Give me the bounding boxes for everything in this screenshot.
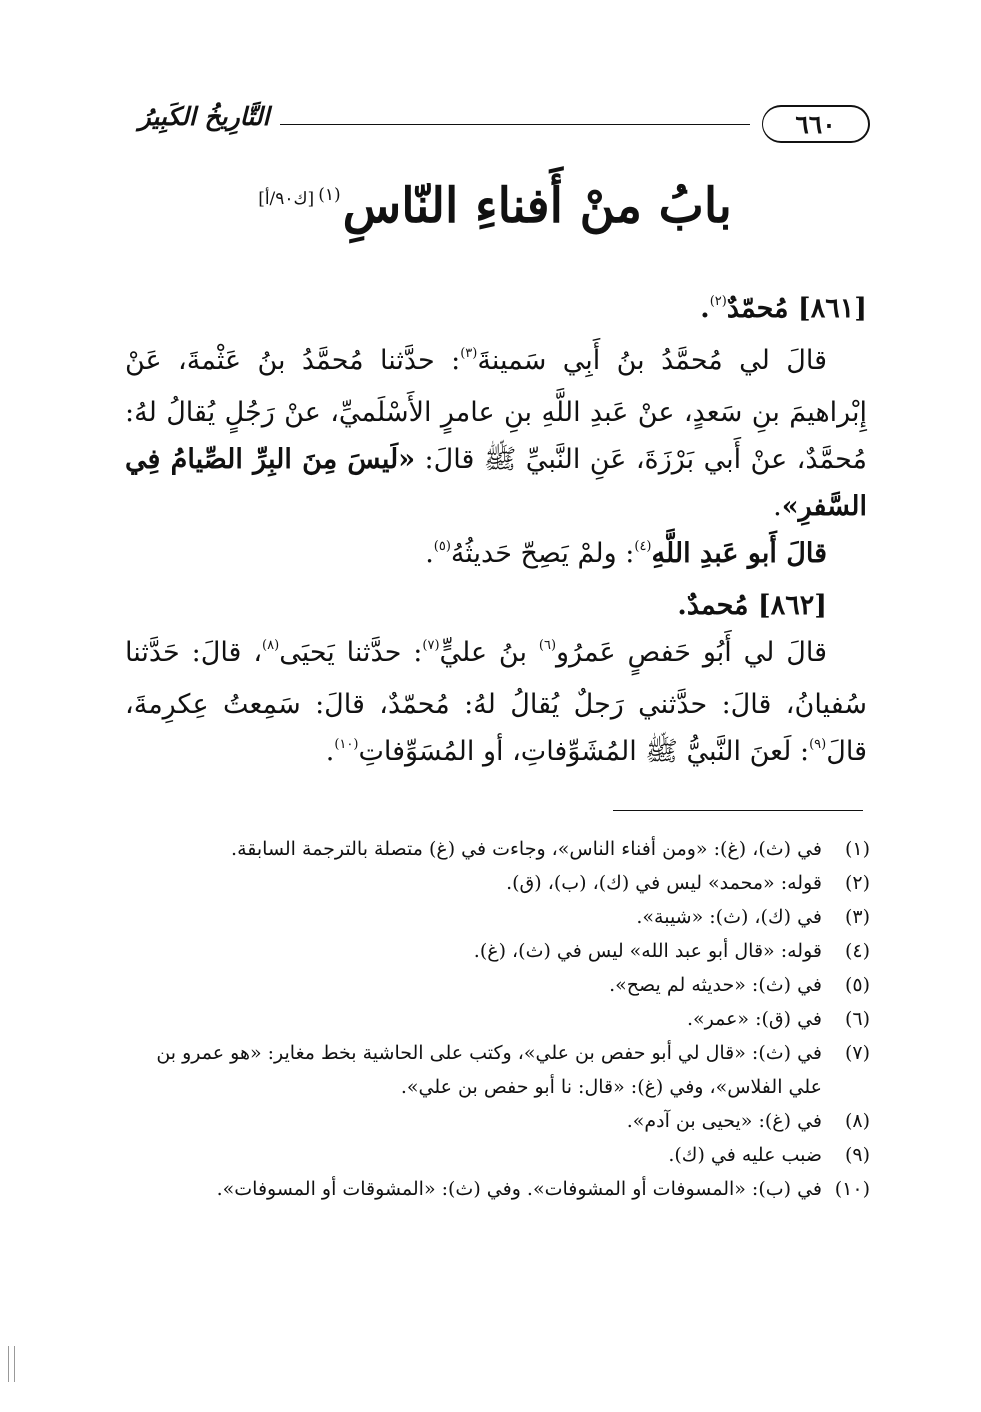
entry-number: [٨٦١] xyxy=(797,293,867,324)
footnote-text: في (ب): «المسوفات أو المشوفات». وفي (ث): «المشوقات أو المسوفات». xyxy=(216,1178,822,1200)
footnote xyxy=(125,1002,870,1036)
entry-text: قالَ لي أَبُو حَفصٍ عَمرُو xyxy=(556,637,828,668)
footnote-ref[interactable]: (١٠) xyxy=(334,737,359,752)
footnote-text: في (ث): «حديثه لم يصح». xyxy=(609,974,822,996)
footnote-number: (٢) xyxy=(844,872,870,894)
chapter-heading xyxy=(150,178,840,258)
footnote xyxy=(125,1104,870,1138)
footnote xyxy=(125,866,870,900)
footnote-text: في (ق): «عمر». xyxy=(686,1008,822,1030)
footnote xyxy=(125,1138,870,1172)
entry-name: مُحمدٌ xyxy=(686,590,749,621)
footnote-number: (٧) xyxy=(844,1042,870,1064)
footnote-text: في (ث)، (غ): «ومن أفناء الناس»، وجاءت في (غ) متصلة بالترجمة السابقة. xyxy=(231,838,822,860)
entry-text: ، قالَ: حَدَّثنا سُفيانُ، قالَ: حدَّثني رَجلٌ يُقالُ لهُ: مُحمّدٌ، قالَ: سَمِعتُ عِكرِمةَ، قالَ xyxy=(125,637,867,767)
entry-text: : لَعنَ النَّبيُّ ﷺ المُشَوِّفاتِ، أو المُسَوِّفاتِ xyxy=(358,736,810,767)
footnote-number: (٤) xyxy=(844,940,870,962)
chapter-title: بابُ منْ أَفناءِ النّاسِ xyxy=(342,178,732,234)
manuscript-reference: [ك٩٠/أ] xyxy=(258,189,315,209)
footnote-ref[interactable]: (٦) xyxy=(538,638,557,653)
footnote-number: (٣) xyxy=(844,906,870,928)
entry-name: مُحمّدٌ xyxy=(726,293,789,324)
running-header xyxy=(130,100,870,150)
entry-text: . xyxy=(325,736,335,767)
entry-number: [٨٦٢] xyxy=(757,590,827,621)
footnote xyxy=(125,1036,870,1104)
footnote-number: (١٠) xyxy=(834,1178,870,1200)
footnote-text: قوله: «قال أبو عبد الله» ليس في (ث)، (غ). xyxy=(473,940,822,962)
footnote xyxy=(125,900,870,934)
binding-edge-marks xyxy=(8,1346,16,1382)
entry-text: قالَ لي مُحمَّدُ بنُ أَبِي سَمينةَ xyxy=(477,345,827,376)
entry-text: : حدَّثنا مُحمَّدُ بنُ عَثْمةَ، عَنْ إِبْراهيمَ بنِ سَعدٍ، عنْ عَبدِ اللَّهِ بنِ عامرٍ الأَسْلَميِّ، عنْ رَجُلٍ يُقالُ لهُ: مُحمَّدٌ، عنْ أَبي بَرْزَةَ، عَنِ النَّبيِّ ﷺ قالَ: xyxy=(125,345,867,475)
entry-heading: [٨٦١] مُحمّدٌ$^{(٢)}$. xyxy=(700,293,867,324)
footnote xyxy=(125,968,870,1002)
entry-text: : حدَّثنا يَحيَى xyxy=(279,637,423,668)
footnote-number: (١) xyxy=(844,838,870,860)
footnote-ref[interactable]: (٤) xyxy=(634,539,652,554)
footnote xyxy=(125,1172,870,1206)
footnote-number: (٨) xyxy=(844,1110,870,1132)
page-number: ٦٦٠ xyxy=(762,105,870,143)
chapter-footnote-ref[interactable]: (١) xyxy=(318,185,341,205)
footnote-text: في (ك)، (ث): «شيبة». xyxy=(636,906,822,928)
ruling-text: : ولمْ يَصِحّ حَديثُهُ xyxy=(450,538,635,569)
footnote-ref[interactable]: (٣) xyxy=(460,346,478,361)
running-title: التَّارِيخُ الكَبِيرُ xyxy=(138,102,270,131)
footnotes xyxy=(125,832,870,1206)
footnote-separator xyxy=(613,810,863,811)
footnote-text: قوله: «محمد» ليس في (ك)، (ب)، (ق). xyxy=(506,872,822,894)
footnote-text: في (ث): «قال لي أبو حفص بن علي»، وكتب على الحاشية بخط مغاير: «هو عمرو بن علي الفلاس»، وفي (غ): «قال: نا أبو حفص بن علي». xyxy=(156,1042,822,1098)
footnote-text: ضبب عليه في (ك). xyxy=(668,1144,822,1166)
ruling-speaker: قالَ أَبو عَبدِ اللَّهِ xyxy=(651,538,827,569)
entry-text: بنُ عليٍّ xyxy=(439,637,539,668)
footnote-number: (٦) xyxy=(844,1008,870,1030)
footnote-ref[interactable]: (٧) xyxy=(422,638,440,653)
edge-mark xyxy=(8,1346,9,1382)
entry-text: . xyxy=(773,491,782,522)
ruling-paragraph xyxy=(125,530,867,582)
footnote-ref[interactable]: (٨) xyxy=(262,638,280,653)
footnote xyxy=(125,934,870,968)
entry-heading: [٨٦٢] مُحمدٌ. xyxy=(677,590,827,621)
footnote xyxy=(125,832,870,866)
footnote-ref[interactable]: (٩) xyxy=(809,737,827,752)
hadith-text: «لَيسَ مِنَ البِرِّ الصِّيامُ فِي السَّفرِ» xyxy=(125,444,867,522)
entry-paragraph xyxy=(125,629,867,780)
footnote-number: (٥) xyxy=(844,974,870,996)
main-text xyxy=(125,285,867,780)
ruling-text: . xyxy=(425,538,434,569)
footnote-ref[interactable]: (٥) xyxy=(433,539,451,554)
entry-paragraph xyxy=(125,337,867,530)
footnote-number: (٩) xyxy=(844,1144,870,1166)
header-rule xyxy=(280,124,750,125)
edge-mark xyxy=(14,1346,15,1382)
footnote-ref[interactable]: (٢) xyxy=(709,294,727,309)
footnote-text: في (غ): «يحيى بن آدم». xyxy=(626,1110,822,1132)
